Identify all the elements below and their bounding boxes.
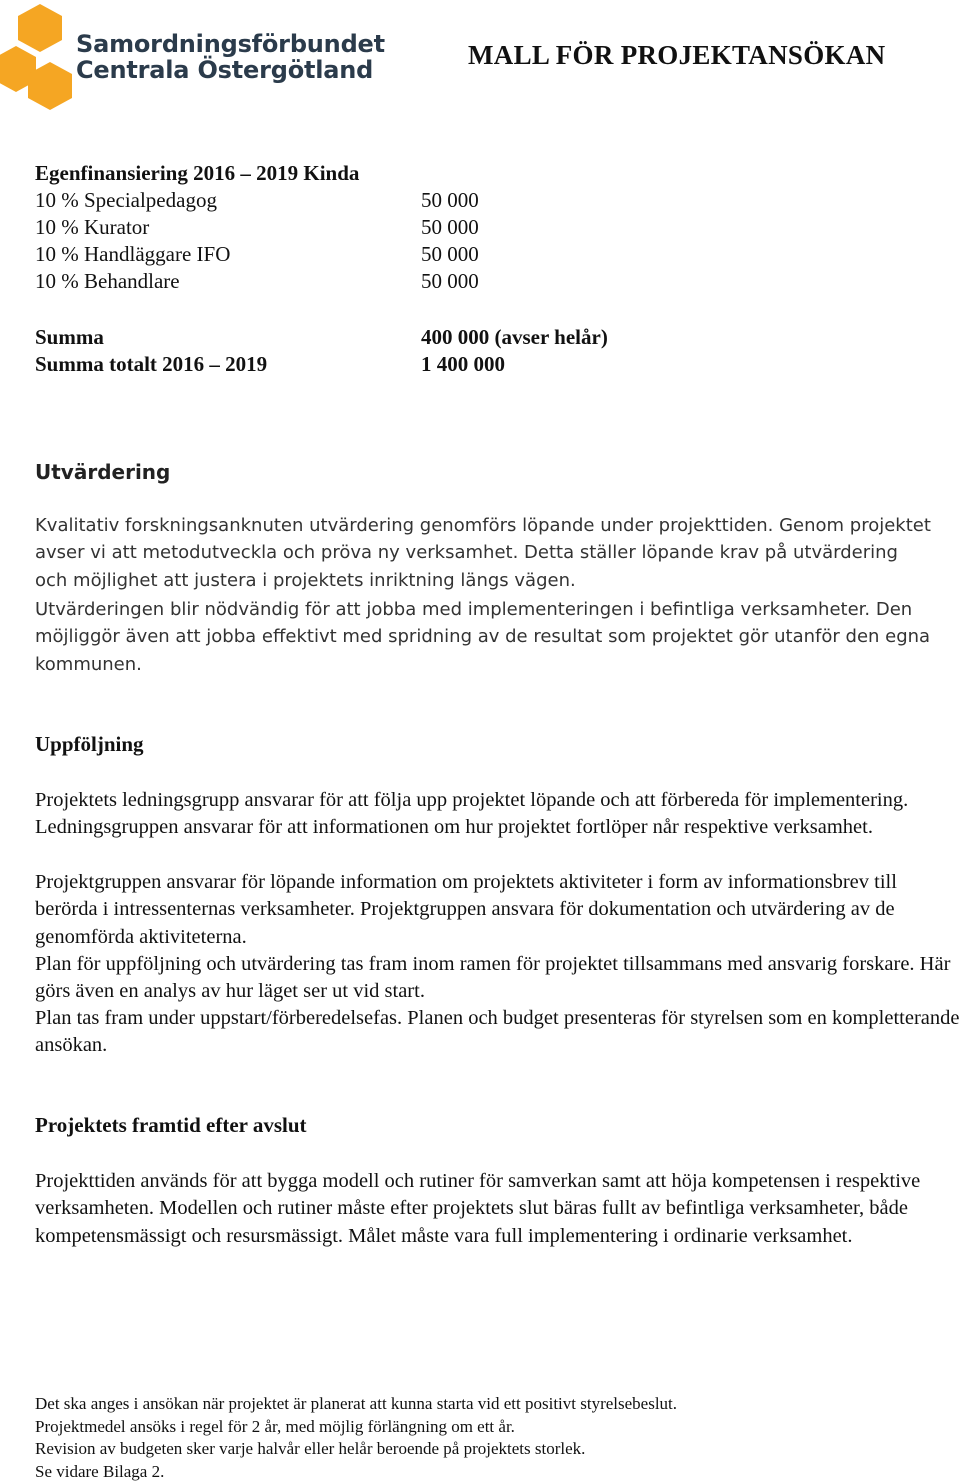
financing-row-amount: 50 000 bbox=[421, 242, 479, 266]
footer-line: Revision av budgeten sker varje halvår eller helår beroende på projektets storlek. bbox=[35, 1439, 586, 1458]
follow-up-paragraph: Projektets ledningsgrupp ansvarar för att följa upp projektet löpande och att förbereda för implementering. Ledningsgruppen ansvarar för att informationen om hur projektet fortlöper når respektive verksamhet. bbox=[35, 789, 909, 839]
document-title: MALL FÖR PROJEKTANSÖKAN bbox=[468, 40, 886, 70]
financing-row-amount: 50 000 bbox=[421, 188, 479, 212]
logo-text bbox=[76, 31, 385, 83]
follow-up-paragraph: Plan för uppföljning och utvärdering tas fram inom ramen för projektet tillsammans med ansvarig forskare. Här görs även en analys av hur läget ser ut vid start. bbox=[35, 953, 951, 1003]
total-label: Summa totalt 2016 – 2019 bbox=[35, 352, 268, 376]
evaluation-paragraph: Kvalitativ forskningsanknuten utvärdering genomförs löpande under projekttiden. Genom projektet avser vi att metodutveckla och pröva ny verksamhet. Detta ställer löpande krav på utvärdering och möjlighet att justera i projektets inriktning längs vägen. bbox=[35, 515, 931, 591]
future-heading: Projektets framtid efter avslut bbox=[35, 1113, 307, 1137]
logo-line-2: Centrala Östergötland bbox=[76, 56, 374, 84]
honeycomb-logo-icon bbox=[0, 0, 80, 115]
follow-up-paragraph: Projektgruppen ansvarar för löpande information om projektets aktiviteter i form av informationsbrev till berörda i intressenternas verksamheter. Projektgruppen ansvara för dokumentation och utvärdering av de genomförda aktiviteterna. bbox=[35, 871, 897, 948]
financing-row-label: 10 % Kurator bbox=[35, 215, 150, 239]
financing-row-amount: 50 000 bbox=[421, 215, 479, 239]
financing-row-amount: 50 000 bbox=[421, 269, 479, 293]
sum-value: 400 000 (avser helår) bbox=[421, 325, 608, 349]
follow-up-heading: Uppföljning bbox=[35, 732, 144, 756]
evaluation-paragraph-2: Utvärderingen blir nödvändig för att jobba med implementeringen i befintliga verksamheter. Den möjliggör även att jobba effektivt med spridning av de resultat som projektet gör utanför den egna kommunen. bbox=[35, 599, 931, 675]
sum-label: Summa bbox=[35, 325, 104, 349]
total-value: 1 400 000 bbox=[421, 352, 505, 376]
financing-row-label: 10 % Specialpedagog bbox=[35, 188, 217, 212]
organization-logo bbox=[0, 0, 385, 115]
footer-line: Se vidare Bilaga 2. bbox=[35, 1461, 165, 1481]
financing-row-label: 10 % Handläggare IFO bbox=[35, 242, 231, 266]
footer-notes bbox=[35, 1393, 677, 1483]
self-financing-title: Egenfinansiering 2016 – 2019 Kinda bbox=[35, 161, 360, 185]
future-paragraph: Projekttiden används för att bygga modell och rutiner för samverkan samt att höja kompetensen i respektive verksamheten. Modellen och rutiner måste efter projektets slut bäras fullt av befintliga verksamheter, både kompetensmässigt och resursmässigt. Målet måste vara full implementering i ordinarie verksamhet. bbox=[35, 1170, 921, 1247]
logo-line-1: Samordningsförbundet bbox=[76, 30, 385, 58]
follow-up-paragraph: Plan tas fram under uppstart/förberedelsefas. Planen och budget presenteras för styrelsen som en kompletterande ansökan. bbox=[35, 1007, 960, 1057]
financing-row-label: 10 % Behandlare bbox=[35, 269, 180, 293]
evaluation-heading: Utvärdering bbox=[35, 460, 171, 484]
footer-line: Projektmedel ansöks i regel för 2 år, med möjlig förlängning om ett år. bbox=[35, 1416, 515, 1436]
footer-line: Det ska anges i ansökan när projektet är planerat att kunna starta vid ett positivt styrelsebeslut. bbox=[35, 1394, 678, 1413]
